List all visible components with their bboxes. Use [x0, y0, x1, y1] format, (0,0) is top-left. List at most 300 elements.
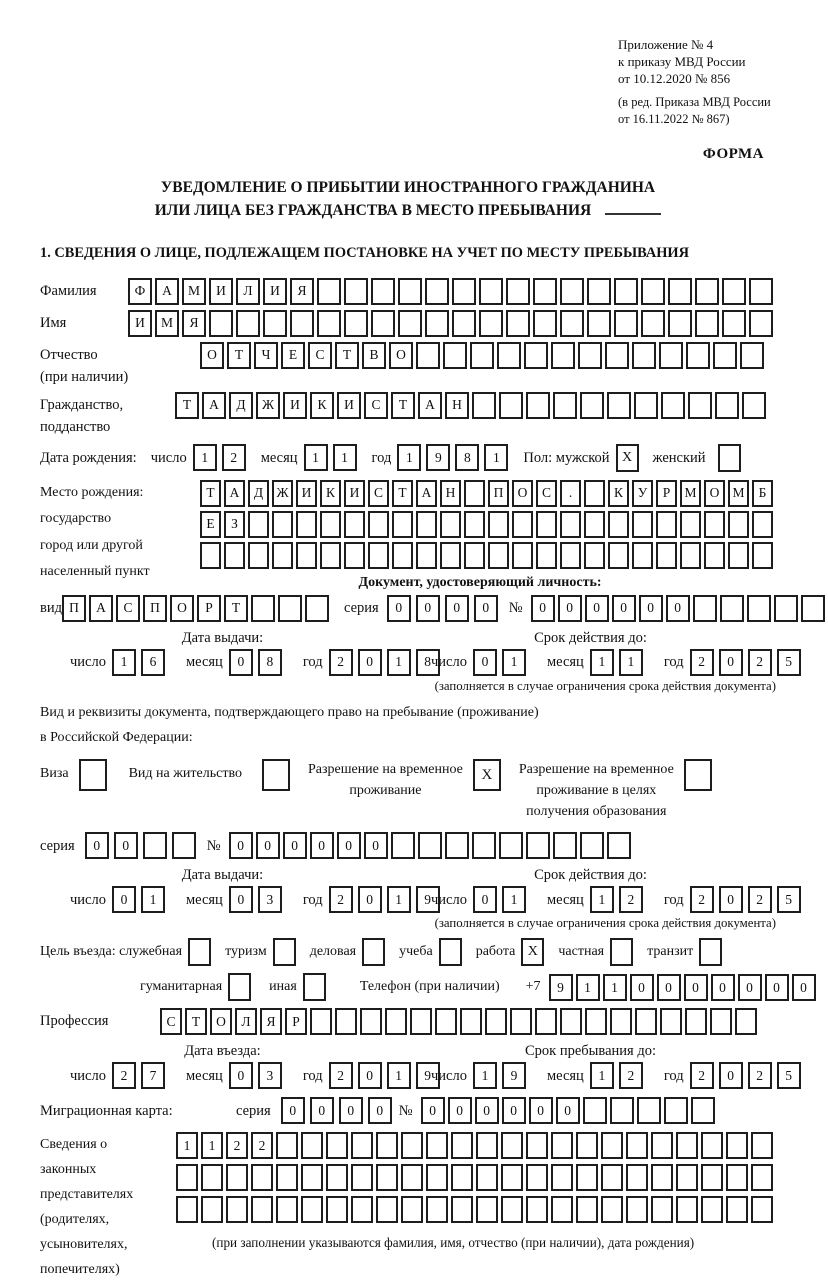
char-cell[interactable]: И [263, 278, 287, 305]
char-cell[interactable]: О [704, 480, 725, 507]
char-cell[interactable]: Б [752, 480, 773, 507]
char-cell[interactable] [501, 1132, 523, 1159]
char-cell[interactable]: 1 [590, 886, 614, 913]
char-cell[interactable] [488, 511, 509, 538]
char-cell[interactable] [656, 542, 677, 569]
char-cell[interactable] [722, 278, 746, 305]
char-cell[interactable] [584, 542, 605, 569]
char-cell[interactable] [391, 832, 415, 859]
char-cell[interactable]: К [310, 392, 334, 419]
char-cell[interactable] [435, 1008, 457, 1035]
char-cell[interactable]: 0 [281, 1097, 305, 1124]
char-cell[interactable]: 1 [193, 444, 217, 471]
char-cell[interactable] [774, 595, 798, 622]
char-cell[interactable]: 0 [531, 595, 555, 622]
char-cell[interactable]: 5 [777, 1062, 801, 1089]
char-cell[interactable] [510, 1008, 532, 1035]
char-cell[interactable] [637, 1097, 661, 1124]
char-cell[interactable]: Д [248, 480, 269, 507]
char-cell[interactable]: Л [236, 278, 260, 305]
char-cell[interactable] [701, 1132, 723, 1159]
char-cell[interactable] [305, 595, 329, 622]
char-cell[interactable]: Р [197, 595, 221, 622]
char-cell[interactable]: 0 [387, 595, 411, 622]
char-cell[interactable] [526, 1164, 548, 1191]
char-cell[interactable] [470, 342, 494, 369]
char-cell[interactable] [512, 542, 533, 569]
char-cell[interactable]: 0 [358, 1062, 382, 1089]
char-cell[interactable] [226, 1164, 248, 1191]
char-cell[interactable] [576, 1164, 598, 1191]
char-cell[interactable]: И [344, 480, 365, 507]
char-cell[interactable]: А [418, 392, 442, 419]
char-cell[interactable]: 1 [304, 444, 328, 471]
char-cell[interactable]: 0 [529, 1097, 553, 1124]
gender-female-checkbox[interactable] [718, 444, 741, 472]
char-cell[interactable] [651, 1132, 673, 1159]
char-cell[interactable] [749, 310, 773, 337]
char-cell[interactable] [497, 342, 521, 369]
char-cell[interactable] [344, 542, 365, 569]
char-cell[interactable] [601, 1132, 623, 1159]
char-cell[interactable]: И [209, 278, 233, 305]
char-cell[interactable] [580, 392, 604, 419]
char-cell[interactable] [752, 511, 773, 538]
char-cell[interactable] [371, 278, 395, 305]
char-cell[interactable] [426, 1196, 448, 1223]
char-cell[interactable] [651, 1164, 673, 1191]
char-cell[interactable]: 1 [484, 444, 508, 471]
char-cell[interactable] [553, 832, 577, 859]
char-cell[interactable]: Л [235, 1008, 257, 1035]
char-cell[interactable]: 0 [229, 649, 253, 676]
char-cell[interactable]: Т [227, 342, 251, 369]
char-cell[interactable]: 1 [333, 444, 357, 471]
char-cell[interactable] [426, 1164, 448, 1191]
char-cell[interactable] [440, 542, 461, 569]
char-cell[interactable] [351, 1196, 373, 1223]
char-cell[interactable]: М [155, 310, 179, 337]
char-cell[interactable] [344, 278, 368, 305]
char-cell[interactable]: 0 [639, 595, 663, 622]
char-cell[interactable] [401, 1164, 423, 1191]
char-cell[interactable] [445, 832, 469, 859]
char-cell[interactable] [680, 511, 701, 538]
char-cell[interactable]: 1 [397, 444, 421, 471]
char-cell[interactable]: П [62, 595, 86, 622]
char-cell[interactable]: 0 [502, 1097, 526, 1124]
char-cell[interactable]: 0 [612, 595, 636, 622]
char-cell[interactable] [551, 1132, 573, 1159]
char-cell[interactable] [608, 511, 629, 538]
char-cell[interactable]: П [143, 595, 167, 622]
char-cell[interactable]: 1 [387, 1062, 411, 1089]
char-cell[interactable] [720, 595, 744, 622]
char-cell[interactable] [641, 278, 665, 305]
char-cell[interactable] [200, 542, 221, 569]
char-cell[interactable] [713, 342, 737, 369]
char-cell[interactable] [276, 1164, 298, 1191]
char-cell[interactable] [248, 542, 269, 569]
char-cell[interactable] [351, 1164, 373, 1191]
char-cell[interactable] [251, 1164, 273, 1191]
char-cell[interactable] [688, 392, 712, 419]
purpose-commercial-checkbox[interactable] [362, 938, 385, 966]
char-cell[interactable] [587, 278, 611, 305]
char-cell[interactable] [176, 1164, 198, 1191]
char-cell[interactable] [224, 542, 245, 569]
char-cell[interactable] [685, 1008, 707, 1035]
char-cell[interactable] [248, 511, 269, 538]
char-cell[interactable] [368, 542, 389, 569]
char-cell[interactable] [751, 1164, 773, 1191]
char-cell[interactable] [371, 310, 395, 337]
char-cell[interactable] [476, 1164, 498, 1191]
char-cell[interactable] [695, 310, 719, 337]
char-cell[interactable] [392, 542, 413, 569]
char-cell[interactable]: Ф [128, 278, 152, 305]
purpose-humanitarian-checkbox[interactable] [228, 973, 251, 1001]
char-cell[interactable] [276, 1196, 298, 1223]
char-cell[interactable] [201, 1196, 223, 1223]
char-cell[interactable]: З [224, 511, 245, 538]
char-cell[interactable] [344, 310, 368, 337]
char-cell[interactable] [499, 832, 523, 859]
char-cell[interactable]: А [416, 480, 437, 507]
char-cell[interactable] [392, 511, 413, 538]
char-cell[interactable] [660, 1008, 682, 1035]
char-cell[interactable]: 1 [176, 1132, 198, 1159]
char-cell[interactable] [410, 1008, 432, 1035]
purpose-study-checkbox[interactable] [439, 938, 462, 966]
char-cell[interactable] [488, 542, 509, 569]
char-cell[interactable]: 2 [226, 1132, 248, 1159]
char-cell[interactable] [416, 511, 437, 538]
char-cell[interactable]: 0 [339, 1097, 363, 1124]
char-cell[interactable]: 6 [141, 649, 165, 676]
char-cell[interactable]: С [116, 595, 140, 622]
char-cell[interactable] [691, 1097, 715, 1124]
char-cell[interactable] [560, 542, 581, 569]
char-cell[interactable]: 8 [416, 649, 440, 676]
char-cell[interactable]: 2 [329, 886, 353, 913]
char-cell[interactable]: 2 [251, 1132, 273, 1159]
char-cell[interactable] [585, 1008, 607, 1035]
char-cell[interactable]: 0 [475, 1097, 499, 1124]
char-cell[interactable] [668, 310, 692, 337]
char-cell[interactable]: С [368, 480, 389, 507]
form-number-blank[interactable] [605, 200, 661, 215]
char-cell[interactable]: О [389, 342, 413, 369]
char-cell[interactable]: 0 [445, 595, 469, 622]
char-cell[interactable]: 2 [690, 649, 714, 676]
char-cell[interactable] [317, 310, 341, 337]
char-cell[interactable] [601, 1196, 623, 1223]
char-cell[interactable] [676, 1196, 698, 1223]
char-cell[interactable] [172, 832, 196, 859]
char-cell[interactable]: 9 [416, 886, 440, 913]
char-cell[interactable]: 0 [114, 832, 138, 859]
char-cell[interactable] [236, 310, 260, 337]
char-cell[interactable] [263, 310, 287, 337]
char-cell[interactable] [464, 511, 485, 538]
char-cell[interactable] [536, 542, 557, 569]
char-cell[interactable]: Р [285, 1008, 307, 1035]
char-cell[interactable] [560, 511, 581, 538]
char-cell[interactable] [632, 542, 653, 569]
char-cell[interactable]: И [337, 392, 361, 419]
char-cell[interactable]: 9 [416, 1062, 440, 1089]
char-cell[interactable]: М [728, 480, 749, 507]
char-cell[interactable] [610, 1097, 634, 1124]
char-cell[interactable] [425, 310, 449, 337]
char-cell[interactable]: 0 [585, 595, 609, 622]
char-cell[interactable] [533, 278, 557, 305]
char-cell[interactable] [526, 392, 550, 419]
char-cell[interactable] [506, 278, 530, 305]
char-cell[interactable] [701, 1164, 723, 1191]
char-cell[interactable] [560, 1008, 582, 1035]
char-cell[interactable] [290, 310, 314, 337]
char-cell[interactable] [641, 310, 665, 337]
char-cell[interactable]: Е [281, 342, 305, 369]
char-cell[interactable]: 0 [256, 832, 280, 859]
char-cell[interactable] [735, 1008, 757, 1035]
char-cell[interactable]: 1 [473, 1062, 497, 1089]
char-cell[interactable] [661, 392, 685, 419]
char-cell[interactable]: 0 [684, 974, 708, 1001]
char-cell[interactable]: 0 [337, 832, 361, 859]
char-cell[interactable]: Р [656, 480, 677, 507]
char-cell[interactable] [301, 1132, 323, 1159]
char-cell[interactable] [704, 511, 725, 538]
char-cell[interactable] [686, 342, 710, 369]
char-cell[interactable] [320, 511, 341, 538]
char-cell[interactable]: Т [335, 342, 359, 369]
char-cell[interactable] [425, 278, 449, 305]
char-cell[interactable] [676, 1132, 698, 1159]
char-cell[interactable]: 0 [719, 649, 743, 676]
char-cell[interactable]: 0 [765, 974, 789, 1001]
char-cell[interactable] [485, 1008, 507, 1035]
char-cell[interactable] [635, 1008, 657, 1035]
char-cell[interactable] [335, 1008, 357, 1035]
char-cell[interactable] [526, 1132, 548, 1159]
char-cell[interactable]: О [210, 1008, 232, 1035]
char-cell[interactable]: 0 [421, 1097, 445, 1124]
char-cell[interactable] [326, 1132, 348, 1159]
char-cell[interactable] [610, 1008, 632, 1035]
char-cell[interactable]: 8 [258, 649, 282, 676]
char-cell[interactable] [668, 278, 692, 305]
char-cell[interactable]: 0 [473, 649, 497, 676]
char-cell[interactable]: 2 [748, 886, 772, 913]
char-cell[interactable]: С [364, 392, 388, 419]
char-cell[interactable] [584, 511, 605, 538]
char-cell[interactable] [501, 1164, 523, 1191]
char-cell[interactable] [479, 310, 503, 337]
char-cell[interactable] [464, 542, 485, 569]
char-cell[interactable]: А [155, 278, 179, 305]
char-cell[interactable]: 9 [426, 444, 450, 471]
char-cell[interactable]: Я [182, 310, 206, 337]
purpose-other-checkbox[interactable] [303, 973, 326, 1001]
char-cell[interactable]: 1 [619, 649, 643, 676]
char-cell[interactable]: 0 [368, 1097, 392, 1124]
char-cell[interactable] [560, 310, 584, 337]
char-cell[interactable]: 7 [141, 1062, 165, 1089]
char-cell[interactable]: А [202, 392, 226, 419]
char-cell[interactable]: 1 [141, 886, 165, 913]
char-cell[interactable]: Т [175, 392, 199, 419]
residence-permit-checkbox[interactable] [262, 759, 290, 791]
char-cell[interactable] [360, 1008, 382, 1035]
char-cell[interactable]: 2 [329, 1062, 353, 1089]
char-cell[interactable] [740, 342, 764, 369]
char-cell[interactable]: 1 [590, 1062, 614, 1089]
char-cell[interactable] [401, 1132, 423, 1159]
char-cell[interactable]: 0 [229, 1062, 253, 1089]
char-cell[interactable]: 1 [112, 649, 136, 676]
char-cell[interactable] [728, 542, 749, 569]
char-cell[interactable]: И [128, 310, 152, 337]
char-cell[interactable]: О [200, 342, 224, 369]
char-cell[interactable] [614, 278, 638, 305]
purpose-business-checkbox[interactable] [188, 938, 211, 966]
char-cell[interactable] [451, 1164, 473, 1191]
purpose-transit-checkbox[interactable] [699, 938, 722, 966]
char-cell[interactable]: 2 [619, 1062, 643, 1089]
char-cell[interactable] [201, 1164, 223, 1191]
char-cell[interactable] [749, 278, 773, 305]
char-cell[interactable] [626, 1196, 648, 1223]
purpose-tourism-checkbox[interactable] [273, 938, 296, 966]
char-cell[interactable]: 0 [630, 974, 654, 1001]
char-cell[interactable]: 5 [777, 886, 801, 913]
char-cell[interactable]: О [170, 595, 194, 622]
char-cell[interactable] [751, 1196, 773, 1223]
char-cell[interactable] [472, 832, 496, 859]
char-cell[interactable]: 1 [201, 1132, 223, 1159]
char-cell[interactable] [656, 511, 677, 538]
char-cell[interactable] [326, 1164, 348, 1191]
char-cell[interactable] [376, 1164, 398, 1191]
char-cell[interactable]: . [560, 480, 581, 507]
char-cell[interactable]: 2 [690, 886, 714, 913]
char-cell[interactable] [451, 1196, 473, 1223]
char-cell[interactable] [695, 278, 719, 305]
char-cell[interactable] [728, 511, 749, 538]
char-cell[interactable] [651, 1196, 673, 1223]
char-cell[interactable]: 0 [416, 595, 440, 622]
char-cell[interactable]: С [160, 1008, 182, 1035]
char-cell[interactable] [344, 511, 365, 538]
char-cell[interactable] [398, 278, 422, 305]
char-cell[interactable]: Д [229, 392, 253, 419]
char-cell[interactable]: 2 [748, 649, 772, 676]
char-cell[interactable] [426, 1132, 448, 1159]
char-cell[interactable] [251, 1196, 273, 1223]
char-cell[interactable] [751, 1132, 773, 1159]
char-cell[interactable]: Ж [256, 392, 280, 419]
char-cell[interactable]: Т [391, 392, 415, 419]
char-cell[interactable]: 0 [85, 832, 109, 859]
char-cell[interactable] [551, 1196, 573, 1223]
char-cell[interactable]: М [182, 278, 206, 305]
char-cell[interactable] [452, 310, 476, 337]
char-cell[interactable] [533, 310, 557, 337]
char-cell[interactable] [587, 310, 611, 337]
char-cell[interactable] [416, 542, 437, 569]
char-cell[interactable]: Е [200, 511, 221, 538]
char-cell[interactable]: У [632, 480, 653, 507]
char-cell[interactable]: 0 [719, 886, 743, 913]
char-cell[interactable] [476, 1196, 498, 1223]
char-cell[interactable] [296, 511, 317, 538]
char-cell[interactable] [418, 832, 442, 859]
char-cell[interactable]: 1 [387, 886, 411, 913]
char-cell[interactable] [701, 1196, 723, 1223]
char-cell[interactable] [553, 392, 577, 419]
char-cell[interactable] [535, 1008, 557, 1035]
char-cell[interactable]: Н [440, 480, 461, 507]
char-cell[interactable] [176, 1196, 198, 1223]
char-cell[interactable]: 1 [502, 649, 526, 676]
char-cell[interactable]: 0 [358, 649, 382, 676]
char-cell[interactable]: М [680, 480, 701, 507]
char-cell[interactable]: 0 [112, 886, 136, 913]
char-cell[interactable] [464, 480, 485, 507]
char-cell[interactable]: 0 [474, 595, 498, 622]
char-cell[interactable] [726, 1164, 748, 1191]
char-cell[interactable] [693, 595, 717, 622]
char-cell[interactable] [452, 278, 476, 305]
char-cell[interactable]: 2 [748, 1062, 772, 1089]
char-cell[interactable] [626, 1132, 648, 1159]
char-cell[interactable] [634, 392, 658, 419]
char-cell[interactable] [460, 1008, 482, 1035]
char-cell[interactable]: 0 [666, 595, 690, 622]
char-cell[interactable] [451, 1132, 473, 1159]
char-cell[interactable] [726, 1196, 748, 1223]
char-cell[interactable]: 0 [283, 832, 307, 859]
char-cell[interactable] [296, 542, 317, 569]
char-cell[interactable]: 3 [258, 886, 282, 913]
char-cell[interactable] [440, 511, 461, 538]
char-cell[interactable] [479, 278, 503, 305]
char-cell[interactable] [710, 1008, 732, 1035]
char-cell[interactable] [326, 1196, 348, 1223]
char-cell[interactable] [301, 1164, 323, 1191]
char-cell[interactable] [614, 310, 638, 337]
char-cell[interactable] [632, 342, 656, 369]
char-cell[interactable]: 0 [473, 886, 497, 913]
char-cell[interactable]: 1 [576, 974, 600, 1001]
char-cell[interactable] [251, 595, 275, 622]
char-cell[interactable] [416, 342, 440, 369]
char-cell[interactable] [742, 392, 766, 419]
char-cell[interactable]: А [89, 595, 113, 622]
char-cell[interactable] [580, 832, 604, 859]
char-cell[interactable] [584, 480, 605, 507]
char-cell[interactable]: 1 [603, 974, 627, 1001]
char-cell[interactable]: И [283, 392, 307, 419]
char-cell[interactable] [704, 542, 725, 569]
char-cell[interactable] [398, 310, 422, 337]
char-cell[interactable] [376, 1132, 398, 1159]
char-cell[interactable] [626, 1164, 648, 1191]
char-cell[interactable] [278, 595, 302, 622]
